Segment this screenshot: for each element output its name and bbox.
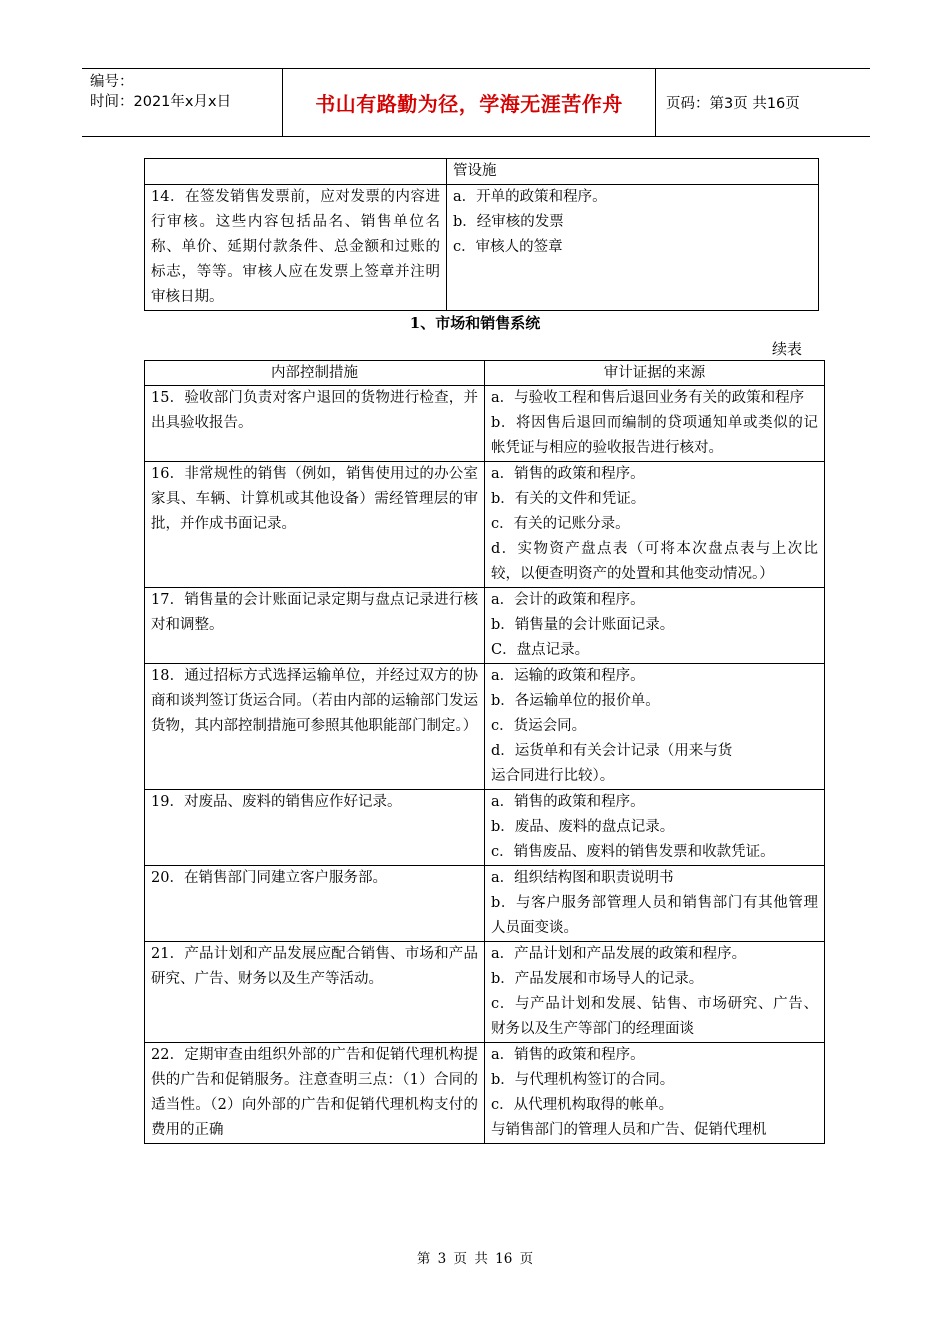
source-line: a．销售的政策和程序。 [491,466,645,482]
header-meta [82,69,282,136]
source-line: c．货运会同。 [491,718,587,734]
source-line: c．与产品计划和发展、钻售、市场研究、广告、财务以及生产等部门的经理面谈 [491,996,818,1037]
page-footer: 第 3 页 共 16 页 [416,1251,534,1267]
source-line: c．审核人的签章 [453,239,563,255]
source-line: 与销售部门的管理人员和广告、促销代理机 [491,1122,767,1138]
table-row [145,588,825,664]
table-row [145,1043,825,1144]
page-header [82,68,870,137]
continued-label: 续表 [772,340,803,358]
date-label: 时间：2021年x月x日 [90,94,232,110]
source-line: b．销售量的会计账面记录。 [491,617,675,633]
source-line: c．从代理机构取得的帐单。 [491,1097,674,1113]
source-line: b．经审核的发票 [453,214,564,230]
table-row [145,866,825,942]
header-motto-cell [282,69,656,136]
source-line: b．与客户服务部管理人员和销售部门有其他管理人员面变谈。 [491,895,818,936]
source-cell [485,1043,825,1144]
source-line: 运合同进行比较）。 [491,768,615,784]
main-table [144,360,825,1144]
table-row [145,942,825,1043]
table-header-row [145,361,825,386]
measure-cell: 18．通过招标方式选择运输单位，并经过双方的协商和谈判签订货运合同。（若由内部的运输部门发运货物，其内部控制措施可参照其他职能部门制定。） [145,664,485,790]
source-cell [485,588,825,664]
table-cell: 管设施 [447,159,819,185]
source-line: c．销售废品、废料的销售发票和收款凭证。 [491,844,775,860]
source-line: c．有关的记账分录。 [491,516,630,532]
source-line: a．产品计划和产品发展的政策和程序。 [491,946,747,962]
measure-cell: 16．非常规性的销售（例如，销售使用过的办公室家具、车辆、计算机或其他设备）需经管理层的审批，并作成书面记录。 [145,462,485,588]
measure-cell: 19．对废品、废料的销售应作好记录。 [145,790,485,866]
table-body [145,386,825,1144]
source-cell [485,866,825,942]
measure-cell: 22．定期审查由组织外部的广告和促销代理机构提供的广告和促销服务。注意查明三点：（1）合同的适当性。（2）向外部的广告和促销代理机构支付的费用的正确 [145,1043,485,1144]
table-row [145,790,825,866]
source-line: d．运货单和有关会计记录（用来与货 [491,743,733,759]
header-page-cell [656,69,870,136]
code-label: 编号： [90,74,134,90]
source-line: b．有关的文件和凭证。 [491,491,646,507]
source-cell [485,462,825,588]
source-line: a．开单的政策和程序。 [453,189,607,205]
source-line: a．销售的政策和程序。 [491,794,645,810]
measure-cell: 15．验收部门负责对客户退回的货物进行检查，并出具验收报告。 [145,386,485,462]
source-line: C．盘点记录。 [491,642,590,658]
measure-cell: 20．在销售部门同建立客户服务部。 [145,866,485,942]
top-table [144,158,819,311]
source-cell [447,185,819,311]
source-cell [485,790,825,866]
table-row [145,664,825,790]
source-line: a．组织结构图和职责说明书 [491,870,674,886]
source-line: b．废品、废料的盘点记录。 [491,819,675,835]
source-line: d．实物资产盘点表（可将本次盘点表与上次比较，以便查明资产的处置和其他变动情况。） [491,541,818,582]
column-header: 审计证据的来源 [485,361,825,386]
source-line: a．会计的政策和程序。 [491,592,645,608]
empty-cell [145,159,447,185]
section-title: 1、市场和销售系统 [409,314,541,332]
source-line: a．运输的政策和程序。 [491,668,645,684]
source-cell [485,942,825,1043]
measure-cell: 21．产品计划和产品发展应配合销售、市场和产品研究、广告、财务以及生产等活动。 [145,942,485,1043]
column-header: 内部控制措施 [145,361,485,386]
table-row [145,159,819,185]
source-line: a．销售的政策和程序。 [491,1047,645,1063]
table-row [145,386,825,462]
source-line: b．产品发展和市场导人的记录。 [491,971,704,987]
table-row [145,462,825,588]
measure-cell: 17．销售量的会计账面记录定期与盘点记录进行核对和调整。 [145,588,485,664]
source-line: b．将因售后退回而编制的贷项通知单或类似的记帐凭证与相应的验收报告进行核对。 [491,415,818,456]
source-line: b．与代理机构签订的合同。 [491,1072,675,1088]
source-cell [485,664,825,790]
source-line: b．各运输单位的报价单。 [491,693,660,709]
source-line: a．与验收工程和售后退回业务有关的政策和程序 [491,390,805,406]
table-row [145,185,819,311]
measure-cell: 14．在签发销售发票前，应对发票的内容进行审核。这些内容包括品名、销售单位名称、单价、延期付款条件、总金额和过账的标志，等等。审核人应在发票上签章并注明审核日期。 [145,185,447,311]
motto-text: 书山有路勤为径，学海无涯苦作舟 [315,92,623,116]
source-cell [485,386,825,462]
page-label: 页码：第3页 共16页 [666,96,800,112]
